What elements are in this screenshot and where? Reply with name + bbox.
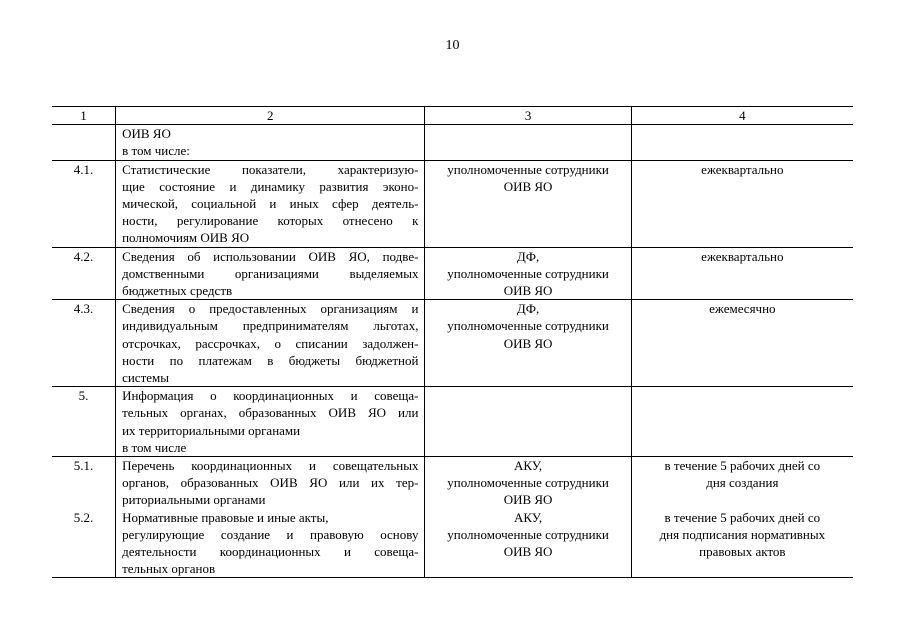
item-number: 4.3.	[52, 300, 116, 387]
item-number: 4.1.	[52, 160, 116, 247]
item-responsible	[425, 387, 631, 457]
table-row	[52, 247, 853, 300]
period-line: ежеквартально	[701, 248, 784, 264]
responsible-line: уполномоченные сотрудники	[447, 265, 609, 281]
description-line: мической, социальной и иных сфер деятель-	[122, 196, 419, 212]
description-line: ности по платежам в бюджеты бюджетной	[122, 352, 419, 368]
description-line: деятельности координационных и совеща-	[122, 544, 419, 560]
description-line: Статистические показатели, характеризую-	[122, 161, 419, 177]
description-line: Перечень координационных и совещательных	[122, 458, 419, 474]
table-row	[52, 457, 853, 509]
item-description	[116, 160, 425, 247]
responsible-line: ОИВ ЯО	[503, 544, 553, 560]
responsible-line: ОИВ ЯО	[503, 283, 553, 299]
item-period	[631, 509, 853, 578]
responsible-line: уполномоченные сотрудники	[447, 475, 609, 491]
column-header-4: 4	[631, 107, 853, 125]
period-line: в течение 5 рабочих дней со	[664, 458, 821, 474]
period-line: дня создания	[706, 475, 779, 491]
responsible-line: АКУ,	[514, 458, 543, 474]
responsible-line: ОИВ ЯО	[503, 492, 553, 508]
item-description	[116, 125, 425, 160]
item-period	[631, 247, 853, 300]
page-number: 10	[445, 38, 460, 53]
responsible-line: уполномоченные сотрудники	[447, 526, 609, 542]
item-description	[116, 457, 425, 509]
description-line: ности, регулирование которых отнесено к	[122, 213, 419, 229]
description-line: индивидуальным предпринимателям льготах,	[122, 318, 419, 334]
description-line: Информация о координационных и совеща-	[122, 388, 419, 404]
description-line: Сведения о предоставленных организациям и	[122, 301, 419, 317]
column-header-2: 2	[116, 107, 425, 125]
item-description	[116, 247, 425, 300]
description-line: ОИВ ЯО	[122, 126, 171, 142]
description-line: риториальными органами	[122, 492, 266, 508]
responsible-line: ОИВ ЯО	[503, 178, 553, 194]
table-row	[52, 300, 853, 387]
responsible-line: ОИВ ЯО	[503, 335, 553, 351]
description-line: отсрочках, рассрочках, о списании задолжен-	[122, 335, 419, 351]
item-responsible	[425, 247, 631, 300]
description-line: тельных органов	[122, 561, 216, 577]
table-row	[52, 387, 853, 457]
item-period	[631, 457, 853, 509]
item-number	[52, 125, 116, 160]
item-responsible	[425, 457, 631, 509]
item-period	[631, 125, 853, 160]
description-line: щие состояние и динамику развития эконо-	[122, 178, 419, 194]
period-line: ежеквартально	[701, 161, 784, 177]
description-line: системы	[122, 370, 169, 386]
description-line: Сведения об использовании ОИВ ЯО, подве-	[122, 248, 419, 264]
item-description	[116, 300, 425, 387]
description-line: бюджетных средств	[122, 283, 233, 299]
column-header-3: 3	[425, 107, 631, 125]
item-period	[631, 387, 853, 457]
description-line: в том числе	[122, 439, 187, 455]
responsible-line: уполномоченные сотрудники	[447, 161, 609, 177]
item-number: 5.1.	[52, 457, 116, 509]
item-description	[116, 387, 425, 457]
period-line: в течение 5 рабочих дней со	[664, 509, 821, 525]
responsible-line: уполномоченные сотрудники	[447, 318, 609, 334]
period-line: ежемесячно	[709, 301, 776, 317]
description-line: органов, образованных ОИВ ЯО или их тер-	[122, 475, 419, 491]
item-responsible	[425, 300, 631, 387]
item-period	[631, 300, 853, 387]
document-table	[52, 106, 853, 578]
item-responsible	[425, 509, 631, 578]
description-line: домственными организациями выделяемых	[122, 265, 419, 281]
description-line: регулирующие создание и правовую основу	[122, 526, 419, 542]
item-period	[631, 160, 853, 247]
responsible-line: АКУ,	[514, 509, 543, 525]
responsible-line: ДФ,	[516, 301, 540, 317]
responsible-line: ДФ,	[516, 248, 540, 264]
description-line: тельных органах, образованных ОИВ ЯО или	[122, 405, 419, 421]
item-responsible	[425, 160, 631, 247]
column-header-1: 1	[52, 107, 116, 125]
item-description	[116, 509, 425, 578]
item-number: 5.	[52, 387, 116, 457]
item-number: 5.2.	[52, 509, 116, 578]
description-line: их территориальными органами	[122, 422, 301, 438]
table-row	[52, 160, 853, 247]
period-line: дня подписания нормативных	[659, 526, 826, 542]
description-line: в том числе:	[122, 143, 190, 159]
item-responsible	[425, 125, 631, 160]
item-number: 4.2.	[52, 247, 116, 300]
period-line: правовых актов	[699, 544, 786, 560]
description-line: полномочиям ОИВ ЯО	[122, 230, 250, 246]
table-row	[52, 509, 853, 578]
description-line: Нормативные правовые и иные акты,	[122, 509, 329, 525]
table-header-row	[52, 107, 853, 125]
table-row	[52, 125, 853, 160]
